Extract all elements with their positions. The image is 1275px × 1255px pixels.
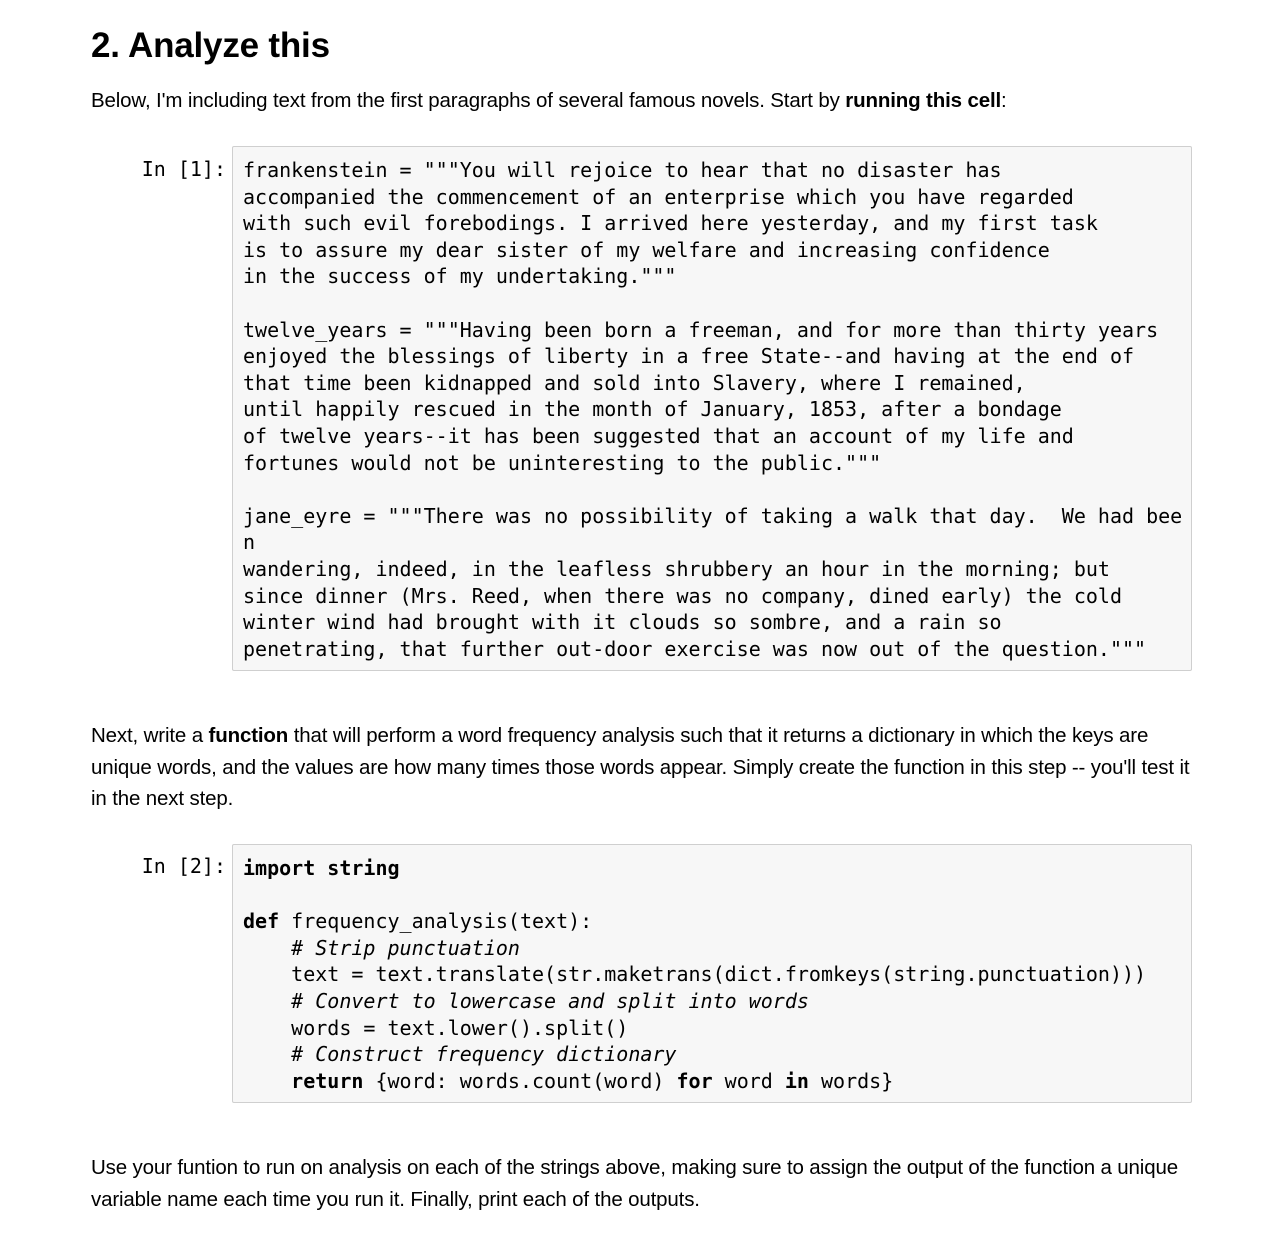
code-comment: # Strip punctuation xyxy=(243,935,520,960)
code-line: until happily rescued in the month of January, 1853, after a bondage xyxy=(243,397,1062,422)
intro-paragraph xyxy=(91,85,1196,117)
code-line: n xyxy=(243,530,256,555)
instructions-text: Next, write a xyxy=(91,724,209,747)
instructions-suffix: that will perform a word frequency analysis such that it returns a dictionary in which the keys are unique words, and the values are how many times those words appear. Simply create the function in this step -- you'll test it in the next step. xyxy=(91,724,1190,811)
cell-2-prompt: In [2]: xyxy=(141,854,226,878)
code-line: jane_eyre = """There was no possibility of taking a walk that day. We had bee xyxy=(243,503,1183,528)
code-line: accompanied the commencement of an enterprise which you have regarded xyxy=(243,184,1074,209)
function-signature: frequency_analysis(text): xyxy=(279,909,593,934)
instructions-paragraph xyxy=(91,720,1196,815)
code-line: in the success of my undertaking.""" xyxy=(243,264,677,289)
code-line: that time been kidnapped and sold into Slavery, where I remained, xyxy=(243,370,1026,395)
code-cell-2[interactable] xyxy=(232,844,1192,1103)
keyword-return: return xyxy=(291,1068,364,1093)
intro-suffix: : xyxy=(1001,89,1007,112)
return-expr-c: words} xyxy=(808,1068,894,1093)
code-line: twelve_years = """Having been born a freeman, and for more than thirty years xyxy=(243,317,1159,342)
code-comment: # Convert to lowercase and split into words xyxy=(243,988,809,1013)
instructions-bold: function xyxy=(208,724,289,747)
keyword-in: in xyxy=(784,1068,809,1093)
code-cell-2-source[interactable] xyxy=(243,855,1191,1094)
indent xyxy=(243,1069,291,1093)
code-comment: # Construct frequency dictionary xyxy=(243,1042,677,1067)
code-line: enjoyed the blessings of liberty in a free State--and having at the end of xyxy=(243,344,1135,369)
return-expr-b: word xyxy=(712,1068,785,1093)
code-line: with such evil forebodings. I arrived here yesterday, and my first task xyxy=(243,211,1098,236)
code-line: penetrating, that further out-door exercise was now out of the question.""" xyxy=(243,636,1147,661)
section-heading: 2. Analyze this xyxy=(91,26,330,65)
code-line: fortunes would not be uninteresting to the public.""" xyxy=(243,450,882,475)
code-line: frankenstein = """You will rejoice to hear that no disaster has xyxy=(243,158,1002,182)
code-line xyxy=(243,290,1191,317)
code-line: wandering, indeed, in the leafless shrubbery an hour in the morning; but xyxy=(243,556,1110,581)
code-line: since dinner (Mrs. Reed, when there was no company, dined early) the cold xyxy=(243,583,1122,608)
code-line-import xyxy=(243,855,1191,882)
keyword-for: for xyxy=(676,1068,713,1093)
code-line-split: words = text.lower().split() xyxy=(243,1015,629,1040)
intro-bold: running this cell xyxy=(845,89,1002,112)
code-line-def xyxy=(243,908,1191,935)
code-line-translate: text = text.translate(str.maketrans(dict.fromkeys(string.punctuation))) xyxy=(243,962,1147,987)
final-paragraph: Use your funtion to run on analysis on each of the strings above, making sure to assign the output of the function a unique variable name each time you run it. Finally, print each of the outputs. xyxy=(91,1156,1178,1211)
cell-1-prompt: In [1]: xyxy=(141,157,226,181)
code-line: is to assure my dear sister of my welfare and increasing confidence xyxy=(243,237,1050,262)
code-cell-1[interactable] xyxy=(232,146,1192,671)
code-line: winter wind had brought with it clouds so sombre, and a rain so xyxy=(243,610,1002,635)
module-name: string xyxy=(315,856,400,880)
keyword-def: def xyxy=(243,909,280,934)
keyword-import: import xyxy=(243,856,316,880)
code-line-return xyxy=(243,1068,1191,1095)
code-line: of twelve years--it has been suggested that an account of my life and xyxy=(243,423,1074,448)
return-expr-a: {word: words.count(word) xyxy=(363,1068,677,1093)
code-line xyxy=(243,476,1191,503)
code-cell-1-source[interactable] xyxy=(243,157,1191,662)
code-line-blank xyxy=(243,882,1191,909)
intro-text: Below, I'm including text from the first paragraphs of several famous novels. Start by xyxy=(91,89,846,112)
